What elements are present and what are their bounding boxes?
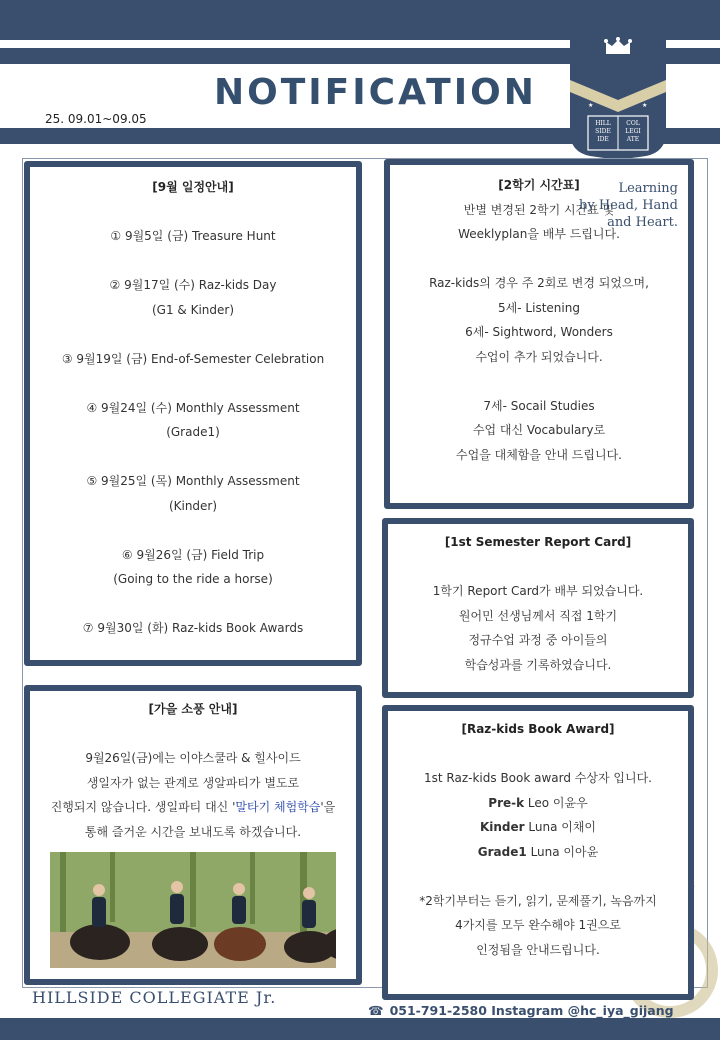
motto-line: and Heart. [607, 215, 678, 230]
text-line [30, 200, 356, 225]
text-line: 7세- Socail Studies [483, 398, 595, 413]
text-line: 원어민 선생님께서 직접 1학기 [458, 608, 618, 623]
school-motto [578, 180, 678, 231]
text-line: (Kinder) [168, 498, 218, 513]
school-name: HILLSIDE COLLEGIATE Jr. [32, 988, 277, 1007]
text-line: 반별 변경된 2학기 시간표 및 [463, 202, 615, 217]
book-award-note: *2학기부터는 듣기, 읽기, 문제풀기, 녹음까지 [419, 893, 657, 908]
picnic-text: 9월26일(금)에는 이야스쿨라 & 힐사이드 [85, 751, 301, 765]
book-award-heading: [Raz-kids Book Award] [461, 722, 615, 736]
winner-level: Kinder [479, 820, 525, 834]
text-line [30, 249, 356, 274]
text-line [390, 369, 688, 394]
report-card-heading: [1st Semester Report Card] [444, 535, 632, 549]
svg-text:IDE: IDE [597, 136, 609, 143]
svg-text:COL: COL [626, 120, 640, 127]
text-line [30, 445, 356, 470]
text-line [388, 555, 688, 580]
svg-text:★: ★ [588, 102, 594, 109]
picnic-text: 통해 즐거운 시간을 보내도록 하겠습니다. [84, 824, 302, 839]
crest-emblem [570, 28, 666, 160]
text-line [390, 247, 688, 272]
spacer [388, 864, 688, 889]
text-line [30, 592, 356, 617]
text-line: ④ 9월24일 (수) Monthly Assessment [86, 400, 300, 415]
contact-info [368, 1003, 674, 1018]
winner-level: Grade1 [477, 844, 527, 859]
winner-row [388, 815, 688, 840]
text-line: Weeklyplan을 배부 드립니다. [458, 227, 620, 241]
schedule-list [30, 200, 356, 641]
text-line: (Going to the ride a horse) [113, 572, 273, 586]
winner-name: Luna 이채이 [528, 820, 597, 834]
picnic-text-part: 진행되지 않습니다. 생일파티 대신 ' [50, 800, 236, 814]
motto-line: Learning [618, 181, 678, 196]
book-award-note: 인정됨을 안내드립니다. [476, 942, 600, 957]
text-line: ① 9월5일 (금) Treasure Hunt [110, 229, 276, 243]
schedule-panel [24, 161, 362, 666]
book-award-intro: 1st Raz-kids Book award 수상자 입니다. [424, 771, 652, 785]
text-line: 학습성과를 기록하였습니다. [464, 657, 612, 672]
svg-text:LEGI: LEGI [625, 128, 641, 135]
date-range: 25. 09.01~09.05 [45, 112, 147, 126]
motto-line: by Head, Hand [579, 198, 678, 213]
winner-row [388, 840, 688, 865]
text-line: ⑤ 9월25일 (목) Monthly Assessment [86, 474, 300, 488]
text-line [30, 322, 356, 347]
svg-text:SIDE: SIDE [595, 128, 611, 135]
winner-level: Pre-k [488, 795, 525, 810]
picnic-text-part: '을 [320, 800, 336, 814]
book-award-panel [382, 705, 694, 1000]
text-line: (G1 & Kinder) [151, 302, 235, 317]
spacer [388, 742, 688, 767]
timetable-list [390, 198, 688, 468]
text-line: ③ 9월19일 (금) End-of-Semester Celebration [61, 351, 325, 366]
text-line: 수업 대신 Vocabulary로 [472, 423, 606, 437]
report-card-list [388, 555, 688, 678]
text-line [30, 371, 356, 396]
text-line: ② 9월17일 (수) Raz-kids Day [109, 278, 277, 292]
winner-name: Luna 이아윤 [530, 844, 599, 859]
contact-text: 051-791-2580 Instagram @hc_iya_gijang [389, 1003, 674, 1018]
book-award-note: 4가지를 모두 완수해야 1권으로 [455, 918, 621, 932]
phone-icon: ☎ [368, 1003, 384, 1018]
footer-band [0, 1018, 720, 1040]
text-line: 6세- Sightword, Wonders [465, 325, 613, 339]
schedule-heading: [9월 일정안내] [152, 180, 234, 194]
picnic-text [30, 795, 356, 820]
text-line: Raz-kids의 경우 주 2회로 변경 되었으며, [429, 276, 649, 290]
text-line: 수업을 대체함을 안내 드립니다. [456, 447, 622, 462]
winner-name: Leo 이윤우 [527, 795, 588, 810]
highlight-text: 말타기 체험학습 [235, 800, 321, 814]
report-card-panel [382, 518, 694, 698]
timetable-heading: [2학기 시간표] [498, 178, 580, 192]
svg-text:HILL: HILL [595, 120, 611, 127]
text-line: ⑥ 9월26일 (금) Field Trip [121, 547, 265, 562]
text-line: ⑦ 9월30일 (화) Raz-kids Book Awards [82, 621, 304, 635]
svg-text:ATE: ATE [626, 136, 640, 143]
text-line: 5세- Listening [498, 300, 580, 315]
text-line: 수업이 추가 되었습니다. [475, 349, 603, 364]
text-line: (Grade1) [166, 425, 220, 439]
page-title: NOTIFICATION [214, 72, 537, 113]
picnic-heading: [가을 소풍 안내] [148, 702, 238, 716]
winner-row [388, 791, 688, 816]
horse-riding-photo [50, 852, 336, 968]
picnic-text: 생일자가 없는 관계로 생알파티가 별도로 [86, 775, 300, 790]
svg-text:★: ★ [642, 102, 648, 109]
text-line [30, 518, 356, 543]
text-line: 정규수업 과정 중 아이들의 [468, 633, 608, 647]
spacer [30, 722, 356, 747]
text-line: 1학기 Report Card가 배부 되었습니다. [432, 584, 644, 598]
